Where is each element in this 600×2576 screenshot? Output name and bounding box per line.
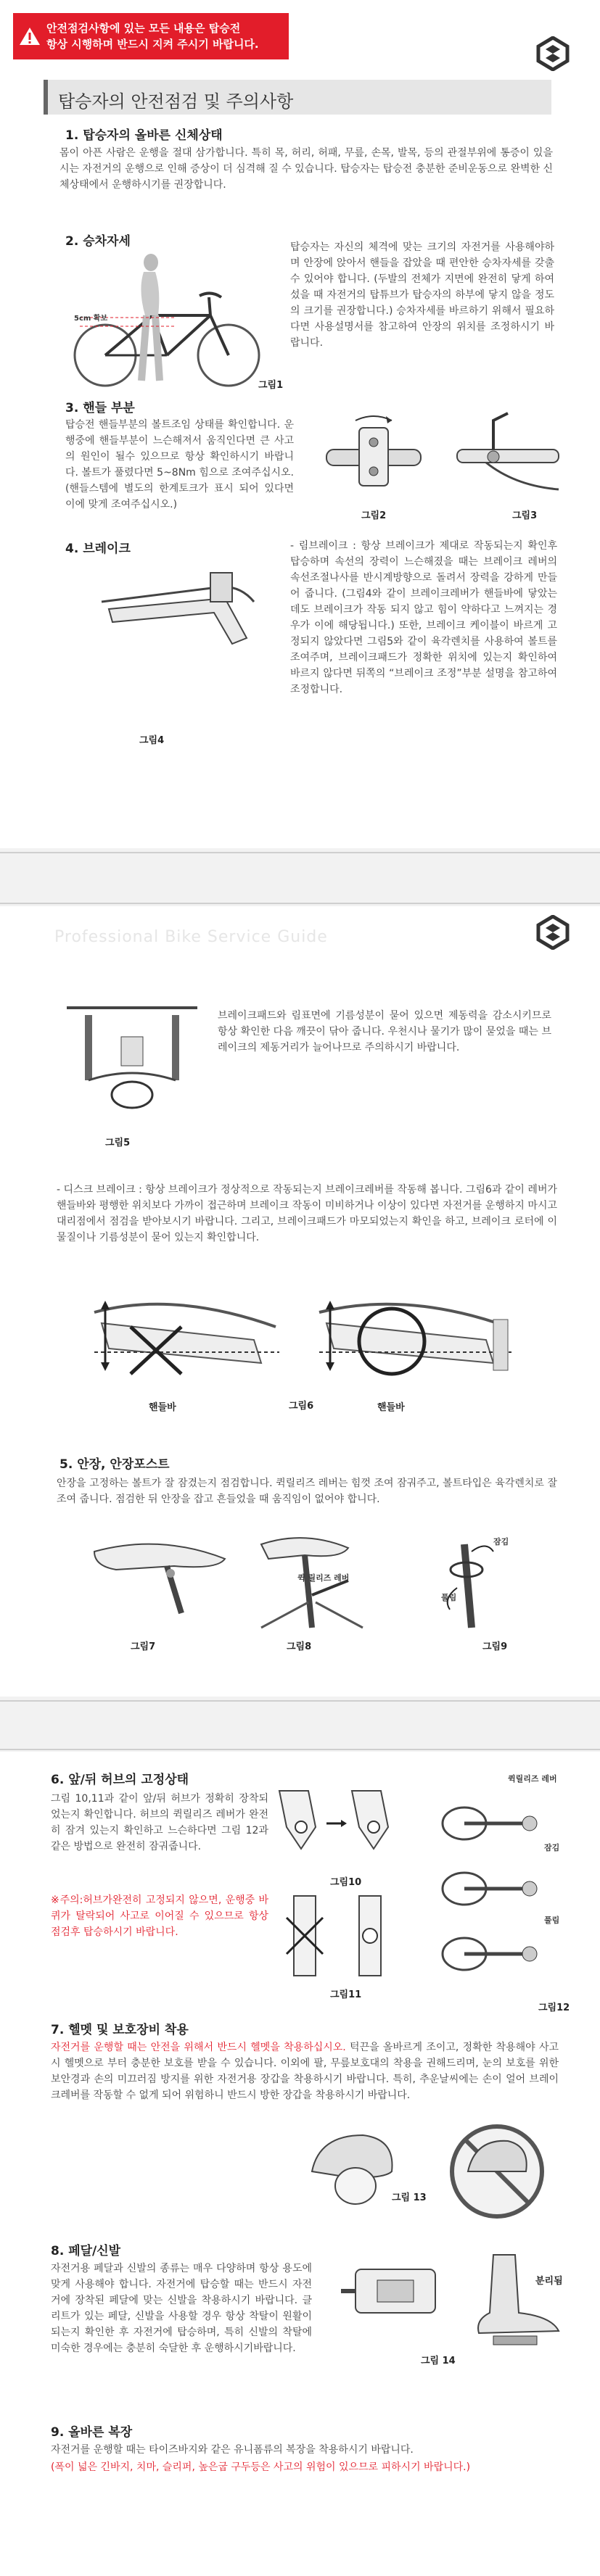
s2-heading: 2. 승차자세	[65, 234, 131, 249]
s5-heading: 5. 안장, 안장포스트	[59, 1457, 170, 1472]
pedal-illustration	[341, 2255, 450, 2327]
page-separator-1	[0, 848, 600, 906]
s7-red-text: 자전거를 운행할 때는 안전을 위해서 반드시 헬멧을 착용하십시오.	[51, 2042, 346, 2053]
lock-label: 잠김	[493, 1537, 509, 1546]
dropout-rear-illustration	[272, 1889, 410, 1983]
s7-body-block	[51, 2039, 559, 2103]
separation-label: 분리됨	[535, 2276, 563, 2287]
disc-lever-wrong-illustration	[87, 1283, 283, 1385]
s9-heading: 9. 올바른 복장	[51, 2425, 133, 2440]
disc-lever-correct-illustration	[312, 1283, 515, 1385]
s6-warning: ※주의:허브가완전히 고정되지 않으면, 운행중 바퀴가 탈락되어 사고로 이어질 수 있으므로 항상 점검후 탑승하시기 바랍니다.	[51, 1894, 268, 1938]
fig2-caption: 그림2	[361, 510, 387, 521]
helmet-wrong-illustration	[446, 2121, 548, 2222]
separator-line-4	[0, 1749, 600, 1750]
separator-line-2	[0, 903, 600, 904]
caliper-brake-illustration	[59, 993, 205, 1124]
fig8-caption: 그림8	[287, 1641, 312, 1652]
hub-quick-release-illustration	[421, 1780, 566, 1997]
s1-heading: 1. 탑승자의 올바른 신체상태	[65, 128, 223, 143]
separator-line-1	[0, 852, 600, 853]
shoe-cleat-illustration	[464, 2248, 566, 2349]
fig14-caption: 그림 14	[421, 2356, 456, 2366]
dropout-front-illustration	[272, 1784, 410, 1863]
fig7-caption: 그림7	[131, 1641, 156, 1652]
rim-brake-lever-illustration	[94, 558, 268, 667]
fig10-caption: 그림10	[330, 1877, 362, 1888]
s4-body: - 림브레이크 : 항상 브레이크가 제대로 작동되는지 확인후 탑승하며 속선의 장력이 느슨해졌을 때는 브레이크 레버의 속선조절나사를 반시계방향으로 돌려서 장력을 강하게 만들어 줍니다. (그림4와 같이 브레이크레버가 핸들바에 닿았는데도 브레이크가 작동 되지 않고 힘이 약하다고 느껴지는 경우가 이에 해당됩니다.) 또한, 브레이크 케이블이 바르게 고정되지 않았다면 그림5와 같이 육각렌치를 사용하여 볼트를 조여주며, 브레이크패드가 정확한 위치에 있는지 확인하여 바르지 않다면 뒤쪽의 “브레이크 조정”부분 설명을 참고하여 조정합니다.	[290, 540, 557, 695]
watermark-title: Professional Bike Service Guide	[54, 928, 328, 946]
s6-body: 그림 10,11과 같이 앞/뒤 허브가 정확히 장착되었는지 확인합니다. 허브의 퀵릴리즈 레버가 완전히 잠겨 있는지 확인하고 느슨하다면 그림 12과 같은 방법으로 완전히 잠궈줍니다.	[51, 1793, 268, 1852]
fig12-caption: 그림12	[538, 2003, 570, 2013]
section-title: 탑승자의 안전점검 및 주의사항	[58, 91, 294, 112]
s9-warning: (폭이 넓은 긴바지, 치마, 슬리퍼, 높은굽 구두등은 사고의 위험이 있으므로 피하시기 바랍니다.)	[51, 2461, 471, 2473]
unlock-label: 풀림	[441, 1593, 457, 1602]
handlebar-right-label: 핸들바	[377, 1402, 405, 1413]
hub-unlock-label: 풀림	[544, 1916, 560, 1925]
fig13-caption: 그림 13	[392, 2192, 427, 2203]
s6-heading: 6. 앞/뒤 허브의 고정상태	[51, 1773, 189, 1787]
quick-release-label: 퀵 릴리즈 레버	[297, 1573, 350, 1583]
hub-lock-label: 잠김	[544, 1843, 560, 1852]
pad-text: 브레이크패드와 림표면에 기름성분이 묻어 있으면 제동력을 감소시키므로 항상 확인한 다음 깨끗이 닦아 줍니다. 우천시나 물기가 많이 묻었을 때는 브레이크의 제동거리가 늘어나므로 주의하시기 바랍니다.	[218, 1010, 551, 1053]
fig9-caption: 그림9	[482, 1641, 508, 1652]
saddle-illustration	[87, 1530, 232, 1617]
page-separator-2	[0, 1697, 600, 1752]
hub-quick-release-label: 퀵릴리즈 레버	[508, 1774, 557, 1784]
s3-heading: 3. 핸들 부분	[65, 401, 135, 415]
fig6-caption: 그림6	[289, 1401, 314, 1412]
brand-logo-icon-2	[535, 915, 570, 950]
stem-bolt-illustration	[319, 413, 428, 500]
s8-body: 자전거용 페달과 신발의 종류는 매우 다양하며 항상 용도에 맞게 사용해야 합니다. 자전거에 탑승할 때는 반드시 자전거에 장착된 페달에 맞는 신발을 착용하시기 바랍니다. 클리트가 있는 페달, 신발을 사용할 경우 항상 착탈이 원활이 되는지 확인한 후 자전거에 탑승하며, 특히 신발의 착탈에 미숙한 경우에는 충분히 숙달한 후 운행하시기바랍니다.	[51, 2263, 312, 2354]
warning-banner	[13, 13, 289, 59]
brand-logo-icon	[535, 36, 570, 71]
separator-line-3	[0, 1700, 600, 1702]
s7-heading: 7. 헬멧 및 보호장비 착용	[51, 2023, 189, 2037]
s3-body: 탑승전 핸들부분의 볼트조임 상태를 확인합니다. 운행중에 핸들부분이 느슨해져서 움직인다면 큰 사고의 원인이 될수 있으므로 항상 확인하시기 바랍니다. 볼트가 풀렸다면 5~8Nm 힘으로 조여주십시오. (핸들스템에 별도의 한계토크가 표시 되어 있다면 이에 맞게 조여주십시오.)	[65, 419, 294, 510]
fig4-caption: 그림4	[139, 735, 165, 746]
warning-line-2: 항상 시행하며 반드시 지켜 주시기 바랍니다.	[46, 38, 259, 51]
warning-icon	[19, 26, 41, 46]
s1-body: 몸이 아픈 사람은 운행을 절대 삼가합니다. 특히 목, 허리, 허패, 무릎, 손목, 발목, 등의 관절부위에 통증이 있을 시는 자전거의 운행으로 인해 증상이 더 심격해 질 수 있습니다. 탑승자는 탑승전 충분한 준비운동으로 완벽한 신체상태에서 운행하시기를 권장합니다.	[59, 147, 553, 191]
fig3-caption: 그림3	[512, 510, 538, 521]
s9-body: 자전거를 운행할 때는 타이즈바지와 같은 유니폼류의 복장을 착용하시기 바랍니다.	[51, 2444, 414, 2456]
warning-line-1: 안전점검사항에 있는 모든 내용은 탑승전	[46, 22, 241, 35]
s7-body: 턱끈을 올바르게 조이고, 정확한 착용해야 사고시 헬멧으로 부터 충분한 보호를 받을 수 있습니다. 이외에 팔, 무릎보호대의 착용을 권해드리며, 눈의 보호를 위한 보안경과 손의 미끄러짐 방지를 위한 자전거용 장갑을 착용하시기 바랍니다. 특히, 추운날씨에는 손이 얼어 브레이크레버를 작동할 수 없게 되어 위험하니 반드시 방한 장갑을 착용하시기 바랍니다.	[51, 2042, 559, 2101]
helmet-side-illustration	[305, 2128, 399, 2208]
fig11-caption: 그림11	[330, 1989, 362, 2000]
disc-text: - 디스크 브레이크 : 항상 브레이크가 정상적으로 작동되는지 브레이크레버를 작동해 봅니다. 그림6과 같이 레버가 핸들바와 평행한 위치보다 가까이 접근하며 브레이크 작동이 미비하거나 이상이 있다면 자전거를 운행하지 마시고 대리점에서 점검을 받아보시기 바랍니다. 그리고, 브레이크패드가 마모되었는지 확인을 하고, 브레이크 로터에 이물질이나 기름성분이 묻어 있는지 확인합니다.	[57, 1184, 557, 1243]
handlebar-left-label: 핸들바	[149, 1402, 176, 1413]
fig1-caption: 그림1	[258, 380, 284, 391]
section-title-band	[44, 80, 551, 115]
s8-heading: 8. 페달/신발	[51, 2244, 121, 2258]
measure-label: 5cm 확보	[74, 315, 108, 323]
page-1	[0, 0, 600, 895]
brake-lever-illustration	[450, 406, 566, 500]
s4-heading: 4. 브레이크	[65, 542, 131, 556]
fig5-caption: 그림5	[105, 1138, 131, 1148]
s5-body: 안장을 고정하는 볼트가 잘 잠겼는지 점검합니다. 퀵릴리즈 레버는 힘껏 조여 잠궈주고, 볼트타입은 육각렌치로 잘 조여 줍니다. 점검한 뒤 안장을 잡고 흔들었을 때 움직임이 없어야 합니다.	[57, 1478, 557, 1505]
s2-body: 탑승자는 자신의 체격에 맞는 크기의 자전거를 사용해야하며 안장에 앉아서 핸들을 잡았을 때 편안한 승차자세를 갖출 수 있어야 합니다. (두발의 전체가 지면에 완전히 닿게 하여 섰을 때 자전거의 탑튜브가 탑승자의 하부에 닿지 않을 정도의 크기를 권장합니다.) 승차자세를 바르하기 위해서 필요하다면 사용설명서를 참고하여 안장의 위치를 조정하시기 바랍니다.	[290, 241, 554, 349]
